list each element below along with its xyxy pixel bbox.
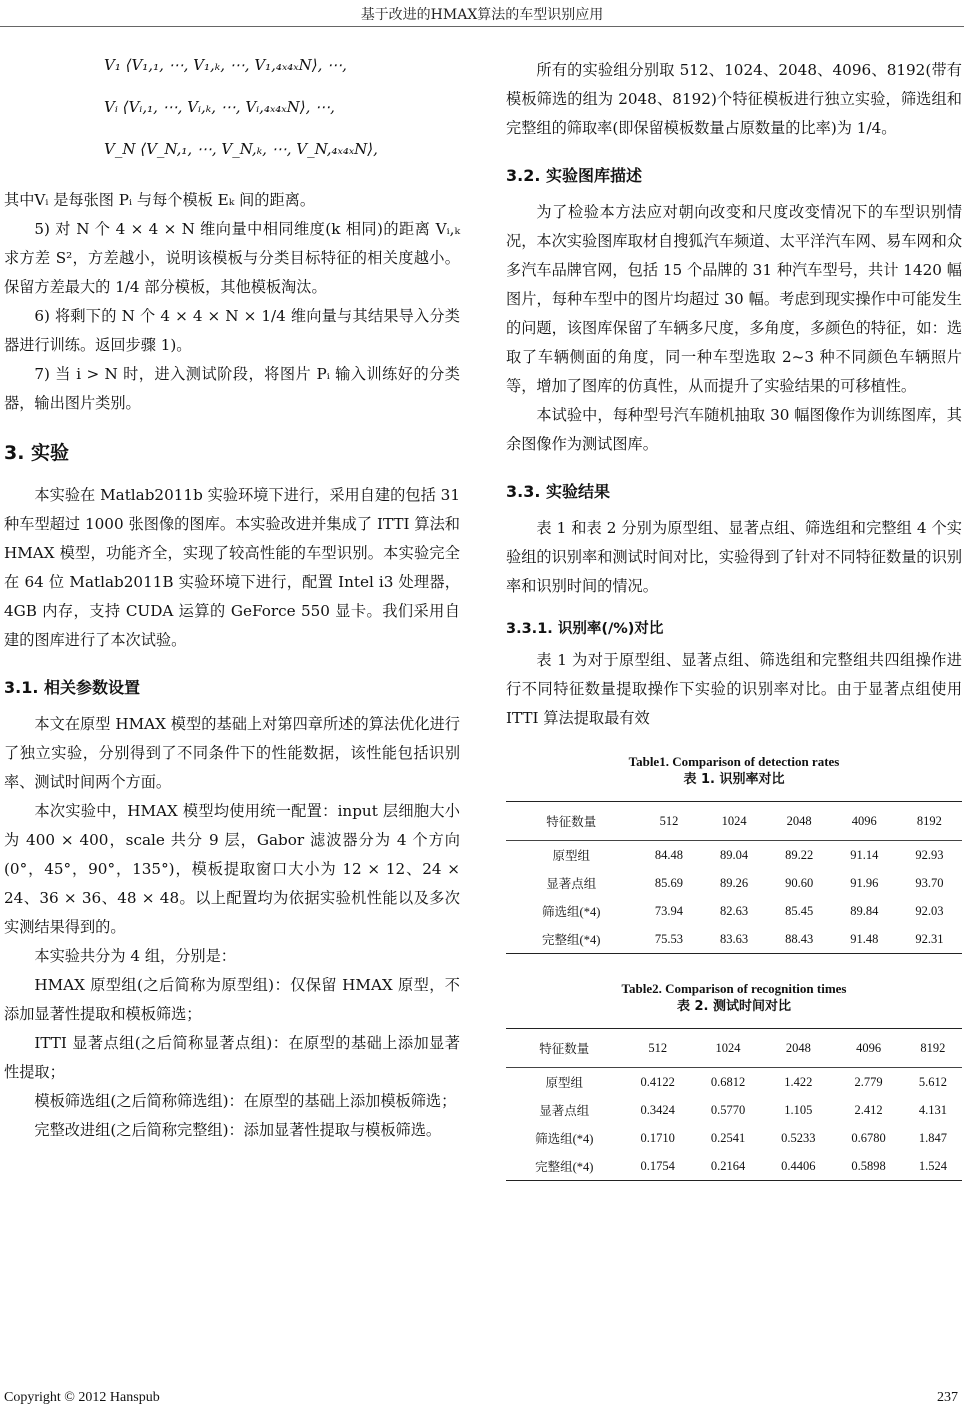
table-row — [506, 925, 962, 954]
table-row — [506, 1152, 962, 1181]
table-cell: 1.422 — [784, 1074, 813, 1089]
table-cell: 原型组 — [545, 1076, 584, 1090]
table-header-row — [506, 1029, 962, 1068]
table-cell: 完整组(*4) — [506, 1152, 623, 1181]
table-row — [506, 841, 962, 870]
table-cell: 85.45 — [785, 903, 814, 918]
table-cell: 0.2164 — [693, 1152, 763, 1181]
table-cell: 90.60 — [785, 875, 814, 890]
equation-line: Vᵢ ⟨Vᵢ,₁, ⋯, Vᵢ,ₖ, ⋯, Vᵢ,₄ₓ₄ₓN⟩, ⋯, — [104, 98, 335, 116]
paragraph-group-2: ITTI 显著点组(之后简称显著点组)：在原型的基础上添加显著性提取； — [4, 1034, 460, 1081]
distance-equations — [4, 56, 460, 186]
section-heading-params: 3.1. 相关参数设置 — [4, 678, 140, 697]
table-header-cell: 8192 — [904, 1029, 962, 1068]
table-row — [506, 1068, 962, 1097]
table-header-cell: 4096 — [832, 802, 897, 841]
table-cell: 92.31 — [897, 925, 962, 954]
table-header-cell: 4096 — [833, 1029, 903, 1068]
table-cell: 0.3424 — [640, 1102, 675, 1117]
paragraph-group-3: 模板筛选组(之后简称筛选组)：在原型的基础上添加模板筛选； — [34, 1092, 457, 1110]
paragraph-all-groups: 所有的实验组分别取 512、1024、2048、4096、8192(带有模板筛选的组为 2048、8192)个特征模板进行独立实验，筛选组和完整组的筛取率(即保留模板数量占原数量的比率)为 1/4。 — [506, 61, 962, 137]
table-cell: 2.412 — [854, 1102, 883, 1117]
table2-caption-en: Table2. Comparison of recognition times — [621, 981, 847, 996]
paragraph-distance: 其中Vᵢ 是每张图 Pᵢ 与每个模板 Eₖ 间的距离。 — [4, 191, 316, 209]
left-column — [4, 56, 460, 1145]
table-cell: 2.779 — [854, 1074, 883, 1089]
table-cell: 82.63 — [720, 903, 749, 918]
table-cell: 0.6812 — [710, 1074, 746, 1089]
table-cell: 85.69 — [654, 875, 684, 890]
section-heading-library: 3.2. 实验图库描述 — [506, 166, 642, 185]
table-cell: 92.03 — [915, 903, 944, 918]
table-cell: 0.4406 — [763, 1152, 833, 1181]
table-row — [506, 869, 962, 897]
paragraph-results: 表 1 和表 2 分别为原型组、显著点组、筛选组和完整组 4 个实验组的识别率和测试时间对比，实验得到了针对不同特征数量的识别率和识别时间的情况。 — [506, 519, 962, 595]
paragraph-step7: 7) 当 i > N 时，进入测试阶段，将图片 Pᵢ 输入训练好的分类器，输出图片类别。 — [4, 365, 460, 412]
equation-line: V₁ ⟨V₁,₁, ⋯, V₁,ₖ, ⋯, V₁,₄ₓ₄ₓN⟩, ⋯, — [104, 56, 347, 74]
table-cell: 75.53 — [636, 925, 701, 954]
table-cell: 0.6780 — [851, 1130, 886, 1145]
table-cell: 0.5233 — [781, 1130, 816, 1145]
paragraph-group-4: 完整改进组(之后简称完整组)：添加显著性提取与模板筛选。 — [34, 1121, 442, 1139]
paragraph-library-2: 本试验中，每种型号汽车随机抽取 30 幅图像作为训练图库，其余图像作为测试图库。 — [506, 406, 962, 453]
table-cell: 91.96 — [850, 875, 879, 890]
table-cell: 84.48 — [654, 847, 684, 862]
table-header-cell: 8192 — [897, 802, 962, 841]
table-cell: 73.94 — [654, 903, 684, 918]
paragraph-group-1: HMAX 原型组(之后简称为原型组)：仅保留 HMAX 原型，不添加显著性提取和模板筛选； — [4, 976, 460, 1023]
table-cell: 91.14 — [850, 847, 879, 862]
table-row — [506, 897, 962, 925]
table2-caption-zh: 表 2. 测试时间对比 — [676, 999, 792, 1014]
table-cell: 0.5770 — [710, 1102, 746, 1117]
table-cell: 显著点组 — [539, 1104, 590, 1118]
table-header-cell: 1024 — [702, 802, 767, 841]
header-rule — [0, 26, 964, 27]
table-cell: 筛选组(*4) — [535, 1132, 594, 1146]
table-header-cell: 1024 — [693, 1029, 763, 1068]
table-cell: 89.04 — [720, 847, 749, 862]
paragraph-groups: 本实验共分为 4 组，分别是： — [34, 947, 236, 965]
table-cell: 5.612 — [918, 1074, 947, 1089]
table-cell: 89.84 — [850, 903, 879, 918]
page-number: 237 — [937, 1390, 958, 1405]
equation-line: V_N ⟨V_N,₁, ⋯, V_N,ₖ, ⋯, V_N,₄ₓ₄ₓN⟩, — [104, 140, 378, 158]
table1-caption-en: Table1. Comparison of detection rates — [628, 754, 840, 769]
paragraph-rate: 表 1 为对于原型组、显著点组、筛选组和完整组共四组操作进行不同特征数量提取操作下实验的识别率对比。由于显著点组使用 ITTI 算法提取最有效 — [506, 651, 962, 727]
table-cell: 完整组(*4) — [506, 925, 636, 954]
table-cell: 92.93 — [915, 847, 944, 862]
table-header-row — [506, 802, 962, 841]
table-cell: 93.70 — [915, 875, 944, 890]
section-heading-rate: 3.3.1. 识别率(/%)对比 — [506, 621, 664, 637]
table-row — [506, 1096, 962, 1124]
table-cell: 筛选组(*4) — [542, 905, 601, 919]
table-cell: 原型组 — [552, 849, 590, 863]
table-cell: 0.1710 — [640, 1130, 675, 1145]
right-column — [506, 56, 962, 1181]
table-cell: 1.105 — [784, 1102, 813, 1117]
table-cell: 88.43 — [767, 925, 832, 954]
paragraph-step6: 6) 将剩下的 N 个 4 × 4 × N × 1/4 维向量与其结果导入分类器进行训练。返回步骤 1)。 — [4, 307, 460, 354]
table-header-cell: 特征数量 — [506, 1029, 623, 1068]
table-header-cell: 2048 — [763, 1029, 833, 1068]
table-cell: 0.1754 — [623, 1152, 693, 1181]
copyright-footer: Copyright © 2012 Hanspub — [4, 1390, 160, 1405]
table-header-cell: 2048 — [767, 802, 832, 841]
table-row — [506, 1124, 962, 1152]
section-heading-experiment: 3. 实验 — [4, 442, 70, 464]
paragraph-experiment: 本实验在 Matlab2011b 实验环境下进行，采用自建的包括 31 种车型超过 1000 张图像的图库。本实验改进并集成了 ITTI 算法和 HMAX 模型，功能齐全，实现了较高性能的车型识别。本实验完全在 64 位 Matlab2011B 实验环境下进行，配置 Intel i3 处理器，4GB 内存，支持 CUDA 运算的 GeForce 550 显卡。我们采用自建的图库进行了本次试验。 — [4, 486, 460, 649]
table-cell: 0.2541 — [710, 1130, 746, 1145]
table-cell: 0.4122 — [640, 1074, 675, 1089]
table-cell: 83.63 — [702, 925, 767, 954]
paragraph-params-1: 本文在原型 HMAX 模型的基础上对第四章所述的算法优化进行了独立实验，分别得到了不同条件下的性能数据，该性能包括识别率、测试时间两个方面。 — [4, 715, 460, 791]
table-cell: 显著点组 — [546, 877, 597, 891]
section-heading-results: 3.3. 实验结果 — [506, 482, 610, 501]
table-cell: 89.26 — [720, 875, 749, 890]
paragraph-library-1: 为了检验本方法应对朝向改变和尺度改变情况下的车型识别情况，本次实验图库取材自搜狐汽车频道、太平洋汽车网、易车网和众多汽车品牌官网，包括 15 个品牌的 31 种汽车型号，共计 1420 幅图片，每种车型中的图片均超过 30 幅。考虑到现实操作中可能发生的问题，该图库保留了车辆多尺度，多角度，多颜色的特征，如：选取了车辆侧面的角度，同一种车型选取 2~3 种不同颜色车辆照片等，增加了图库的仿真性，从而提升了实验结果的可移植性。 — [506, 203, 962, 395]
table-cell: 1.524 — [904, 1152, 962, 1181]
detection-rate-table — [506, 801, 962, 954]
recognition-time-table — [506, 1028, 962, 1181]
paragraph-step5: 5) 对 N 个 4 × 4 × N 维向量中相同维度(k 相同)的距离 Vᵢ,ₖ 求方差 S²，方差越小，说明该模板与分类目标特征的相关度越小。保留方差最大的 1/4 部分模板，其他模板淘汰。 — [4, 220, 460, 296]
paragraph-params-2: 本次实验中，HMAX 模型均使用统一配置：input 层细胞大小为 400 × 400，scale 共分 9 层，Gabor 滤波器分为 4 个方向(0°，45°，90°，135°)，模板提取窗口大小为 12 × 12、24 × 24、36 × 36、48 × 48。以上配置均为依据实验机性能以及多次实测结果得到的。 — [4, 802, 460, 936]
table-cell: 0.5898 — [833, 1152, 903, 1181]
table-header-cell: 512 — [636, 802, 701, 841]
table-cell: 4.131 — [918, 1102, 947, 1117]
table-header-cell: 特征数量 — [506, 802, 636, 841]
table1-caption-zh: 表 1. 识别率对比 — [683, 772, 785, 787]
table-cell: 91.48 — [832, 925, 897, 954]
table-cell: 1.847 — [918, 1130, 947, 1145]
table-cell: 89.22 — [785, 847, 814, 862]
table-header-cell: 512 — [623, 1029, 693, 1068]
running-header: 基于改进的HMAX算法的车型识别应用 — [360, 7, 604, 23]
